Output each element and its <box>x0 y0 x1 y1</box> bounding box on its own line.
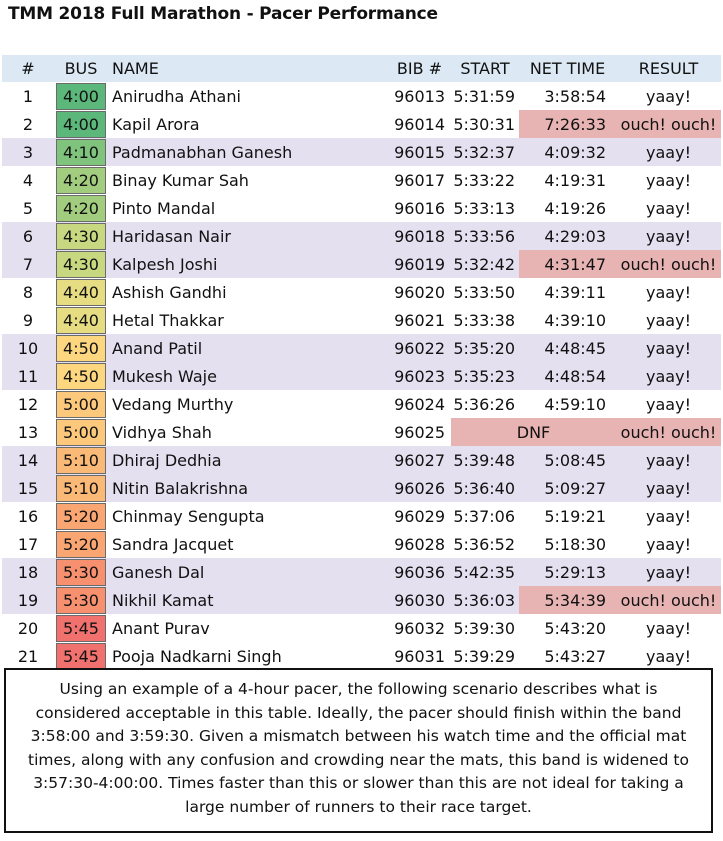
bus-cell <box>54 166 108 194</box>
start-time: 5:39:29 <box>451 642 519 670</box>
bus-badge: 4:10 <box>56 139 106 166</box>
bus-badge: 5:30 <box>56 587 106 614</box>
pacer-name: Anirudha Athani <box>108 82 388 110</box>
pacer-name: Nitin Balakrishna <box>108 474 388 502</box>
bib-number: 96023 <box>388 362 451 390</box>
net-time: 4:31:47 <box>519 250 616 278</box>
net-time: 4:39:11 <box>519 278 616 306</box>
bib-number: 96027 <box>388 446 451 474</box>
row-number: 11 <box>2 362 54 390</box>
bib-number: 96029 <box>388 502 451 530</box>
pacer-name: Binay Kumar Sah <box>108 166 388 194</box>
row-number: 16 <box>2 502 54 530</box>
row-number: 10 <box>2 334 54 362</box>
start-time: 5:33:13 <box>451 194 519 222</box>
column-header-name: NAME <box>108 55 388 82</box>
bib-number: 96026 <box>388 474 451 502</box>
pacer-name: Vidhya Shah <box>108 418 388 446</box>
result-status: ouch! ouch! <box>616 418 721 446</box>
start-time: 5:36:26 <box>451 390 519 418</box>
pacer-name: Anand Patil <box>108 334 388 362</box>
column-header-bib: BIB # <box>388 55 451 82</box>
row-number: 14 <box>2 446 54 474</box>
table-row <box>2 110 721 138</box>
result-status: yaay! <box>616 642 721 670</box>
bus-cell <box>54 446 108 474</box>
row-number: 4 <box>2 166 54 194</box>
net-time-dnf: DNF <box>451 418 616 446</box>
net-time: 4:09:32 <box>519 138 616 166</box>
bus-badge: 5:00 <box>56 419 106 446</box>
net-time: 5:08:45 <box>519 446 616 474</box>
row-number: 20 <box>2 614 54 642</box>
table-row <box>2 418 721 446</box>
result-status: yaay! <box>616 166 721 194</box>
pacer-name: Chinmay Sengupta <box>108 502 388 530</box>
result-status: yaay! <box>616 530 721 558</box>
result-status: yaay! <box>616 614 721 642</box>
table-row <box>2 390 721 418</box>
row-number: 21 <box>2 642 54 670</box>
column-header-net-time: NET TIME <box>519 55 616 82</box>
bib-number: 96016 <box>388 194 451 222</box>
net-time: 4:29:03 <box>519 222 616 250</box>
explanation-note: Using an example of a 4-hour pacer, the following scenario describes what is considered acceptable in this table. Ideally, the pacer should finish within the band 3:58:00 and 3:59:30. Given a mismatch between his watch time and the official mat times, along with any confusion and crowding near the mats, this band is widened to 3:57:30-4:00:00. Times faster than this or slower than this are not ideal for taking a large number of runners to their race target. <box>4 668 713 833</box>
bus-badge: 5:20 <box>56 531 106 558</box>
bib-number: 96032 <box>388 614 451 642</box>
result-status: yaay! <box>616 334 721 362</box>
start-time: 5:33:50 <box>451 278 519 306</box>
row-number: 18 <box>2 558 54 586</box>
result-status: yaay! <box>616 558 721 586</box>
start-time: 5:32:42 <box>451 250 519 278</box>
result-status: yaay! <box>616 390 721 418</box>
net-time: 5:43:27 <box>519 642 616 670</box>
bus-cell <box>54 222 108 250</box>
bus-cell <box>54 614 108 642</box>
pacer-table <box>2 55 721 670</box>
bib-number: 96031 <box>388 642 451 670</box>
net-time: 4:39:10 <box>519 306 616 334</box>
start-time: 5:42:35 <box>451 558 519 586</box>
row-number: 13 <box>2 418 54 446</box>
start-time: 5:37:06 <box>451 502 519 530</box>
pacer-name: Ashish Gandhi <box>108 278 388 306</box>
table-row <box>2 250 721 278</box>
bib-number: 96030 <box>388 586 451 614</box>
start-time: 5:33:56 <box>451 222 519 250</box>
bus-badge: 5:00 <box>56 391 106 418</box>
start-time: 5:30:31 <box>451 110 519 138</box>
bus-badge: 4:20 <box>56 195 106 222</box>
row-number: 7 <box>2 250 54 278</box>
start-time: 5:36:52 <box>451 530 519 558</box>
bus-cell <box>54 334 108 362</box>
result-status: yaay! <box>616 362 721 390</box>
net-time: 4:48:54 <box>519 362 616 390</box>
table-body <box>2 82 721 670</box>
start-time: 5:33:22 <box>451 166 519 194</box>
pacer-name: Mukesh Waje <box>108 362 388 390</box>
bus-badge: 4:20 <box>56 167 106 194</box>
row-number: 6 <box>2 222 54 250</box>
result-status: ouch! ouch! <box>616 250 721 278</box>
table-row <box>2 502 721 530</box>
bus-cell <box>54 642 108 670</box>
net-time: 4:48:45 <box>519 334 616 362</box>
bus-cell <box>54 418 108 446</box>
row-number: 1 <box>2 82 54 110</box>
pacer-name: Dhiraj Dedhia <box>108 446 388 474</box>
result-status: yaay! <box>616 502 721 530</box>
net-time: 4:19:31 <box>519 166 616 194</box>
start-time: 5:39:30 <box>451 614 519 642</box>
table-row <box>2 166 721 194</box>
start-time: 5:35:20 <box>451 334 519 362</box>
pacer-name: Haridasan Nair <box>108 222 388 250</box>
result-status: yaay! <box>616 446 721 474</box>
table-row <box>2 278 721 306</box>
net-time: 5:29:13 <box>519 558 616 586</box>
column-header-number: # <box>2 55 54 82</box>
pacer-name: Kalpesh Joshi <box>108 250 388 278</box>
row-number: 15 <box>2 474 54 502</box>
bus-badge: 4:00 <box>56 111 106 138</box>
row-number: 5 <box>2 194 54 222</box>
result-status: yaay! <box>616 474 721 502</box>
bus-badge: 4:50 <box>56 363 106 390</box>
bus-cell <box>54 110 108 138</box>
bus-badge: 4:00 <box>56 83 106 110</box>
result-status: yaay! <box>616 278 721 306</box>
start-time: 5:39:48 <box>451 446 519 474</box>
row-number: 17 <box>2 530 54 558</box>
bus-cell <box>54 82 108 110</box>
pacer-name: Pinto Mandal <box>108 194 388 222</box>
bus-cell <box>54 502 108 530</box>
table-row <box>2 334 721 362</box>
result-status: ouch! ouch! <box>616 586 721 614</box>
column-header-bus: BUS <box>54 55 108 82</box>
net-time: 5:34:39 <box>519 586 616 614</box>
net-time: 4:59:10 <box>519 390 616 418</box>
start-time: 5:36:03 <box>451 586 519 614</box>
pacer-name: Ganesh Dal <box>108 558 388 586</box>
result-status: yaay! <box>616 138 721 166</box>
bus-cell <box>54 278 108 306</box>
bus-cell <box>54 530 108 558</box>
page-title: TMM 2018 Full Marathon - Pacer Performance <box>8 4 438 24</box>
pacer-name: Anant Purav <box>108 614 388 642</box>
start-time: 5:32:37 <box>451 138 519 166</box>
table-row <box>2 558 721 586</box>
table-row <box>2 586 721 614</box>
bib-number: 96013 <box>388 82 451 110</box>
net-time: 5:09:27 <box>519 474 616 502</box>
table-row <box>2 642 721 670</box>
net-time: 3:58:54 <box>519 82 616 110</box>
pacer-name: Pooja Nadkarni Singh <box>108 642 388 670</box>
result-status: ouch! ouch! <box>616 110 721 138</box>
table-row <box>2 530 721 558</box>
bib-number: 96028 <box>388 530 451 558</box>
pacer-name: Sandra Jacquet <box>108 530 388 558</box>
start-time: 5:31:59 <box>451 82 519 110</box>
bus-badge: 5:45 <box>56 615 106 642</box>
table-row <box>2 82 721 110</box>
row-number: 9 <box>2 306 54 334</box>
bib-number: 96024 <box>388 390 451 418</box>
bib-number: 96020 <box>388 278 451 306</box>
bib-number: 96021 <box>388 306 451 334</box>
pacer-name: Nikhil Kamat <box>108 586 388 614</box>
net-time: 5:43:20 <box>519 614 616 642</box>
bus-cell <box>54 250 108 278</box>
table-header-row <box>2 55 721 82</box>
bus-cell <box>54 138 108 166</box>
bib-number: 96015 <box>388 138 451 166</box>
column-header-result: RESULT <box>616 55 721 82</box>
row-number: 12 <box>2 390 54 418</box>
net-time: 4:19:26 <box>519 194 616 222</box>
net-time: 5:18:30 <box>519 530 616 558</box>
table-row <box>2 474 721 502</box>
row-number: 2 <box>2 110 54 138</box>
row-number: 19 <box>2 586 54 614</box>
row-number: 3 <box>2 138 54 166</box>
bus-cell <box>54 390 108 418</box>
bib-number: 96019 <box>388 250 451 278</box>
bib-number: 96017 <box>388 166 451 194</box>
bus-badge: 5:30 <box>56 559 106 586</box>
row-number: 8 <box>2 278 54 306</box>
pacer-name: Vedang Murthy <box>108 390 388 418</box>
bus-cell <box>54 558 108 586</box>
result-status: yaay! <box>616 222 721 250</box>
pacer-name: Kapil Arora <box>108 110 388 138</box>
bib-number: 96022 <box>388 334 451 362</box>
result-status: yaay! <box>616 306 721 334</box>
bib-number: 96018 <box>388 222 451 250</box>
table-row <box>2 614 721 642</box>
net-time: 7:26:33 <box>519 110 616 138</box>
net-time: 5:19:21 <box>519 502 616 530</box>
bus-badge: 4:30 <box>56 223 106 250</box>
table-row <box>2 138 721 166</box>
bib-number: 96025 <box>388 418 451 446</box>
bus-cell <box>54 306 108 334</box>
column-header-start: START <box>451 55 519 82</box>
bus-cell <box>54 586 108 614</box>
table-row <box>2 446 721 474</box>
bus-badge: 5:10 <box>56 447 106 474</box>
bus-badge: 5:45 <box>56 643 106 670</box>
result-status: yaay! <box>616 82 721 110</box>
bus-badge: 4:40 <box>56 279 106 306</box>
bib-number: 96036 <box>388 558 451 586</box>
table-row <box>2 362 721 390</box>
bus-badge: 5:20 <box>56 503 106 530</box>
bus-badge: 4:50 <box>56 335 106 362</box>
table-row <box>2 194 721 222</box>
bus-cell <box>54 362 108 390</box>
bus-badge: 4:40 <box>56 307 106 334</box>
start-time: 5:35:23 <box>451 362 519 390</box>
bus-cell <box>54 474 108 502</box>
start-time: 5:33:38 <box>451 306 519 334</box>
table-row <box>2 306 721 334</box>
bib-number: 96014 <box>388 110 451 138</box>
start-time: 5:36:40 <box>451 474 519 502</box>
pacer-name: Padmanabhan Ganesh <box>108 138 388 166</box>
result-status: yaay! <box>616 194 721 222</box>
bus-badge: 4:30 <box>56 251 106 278</box>
table-row <box>2 222 721 250</box>
pacer-name: Hetal Thakkar <box>108 306 388 334</box>
bus-badge: 5:10 <box>56 475 106 502</box>
bus-cell <box>54 194 108 222</box>
